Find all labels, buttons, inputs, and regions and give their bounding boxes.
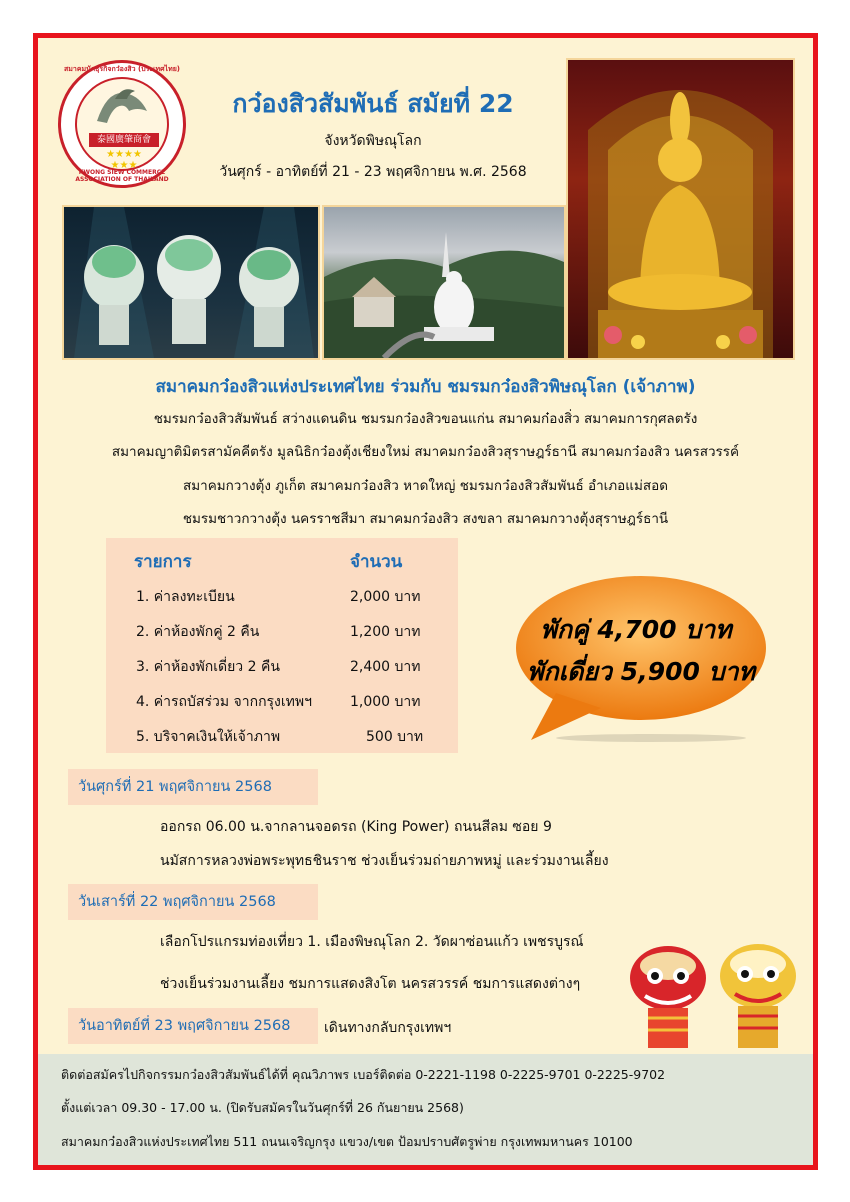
itinerary-line: นมัสการหลวงพ่อพระพุทธชินราช ช่วงเย็นร่วมถ่ายภาพหมู่ และร่วมงานเลี้ยง xyxy=(160,853,609,869)
organizer-line: ชมรมกว๋องสิวสัมพันธ์ สว่างแดนดิน ชมรมกว๋องสิวขอนแก่น สมาคมก๋องสิ่ว สมาคมการกุศลตรัง xyxy=(153,411,698,427)
association-logo xyxy=(58,60,186,188)
temple-image-icon xyxy=(324,207,564,358)
logo-ring-text-thai: สมาคมนักธุรกิจกว๋องสิว (ประเทศไทย) xyxy=(64,65,180,73)
price-double-room: พักคู่ 4,700 บาท xyxy=(540,615,732,644)
logo-ring-text-english: KWONG SIEW COMMERCE ASSOCIATION OF THAILAND xyxy=(75,169,169,183)
fee-row-item: 2. ค่าห้องพักคู่ 2 คืน xyxy=(136,624,260,640)
fee-row-amount: 1,000 บาท xyxy=(350,694,421,710)
footer-hours-line: ตั้งแต่เวลา 09.30 - 17.00 น. (ปิดรับสมัครในวันศุกร์ที่ 26 กันยายน 2568) xyxy=(61,1100,464,1115)
poster-frame xyxy=(33,33,818,1170)
itinerary-line: ออกรถ 06.00 น.จากลานจอดรถ (King Power) ถนนสีลม ซอย 9 xyxy=(160,819,552,835)
event-title: กว๋องสิวสัมพันธ์ สมัยที่ 22 xyxy=(232,89,514,118)
fee-row-amount: 2,000 บาท xyxy=(350,589,421,605)
buddha-photo xyxy=(566,58,795,360)
day-label-friday: วันศุกร์ที่ 21 พฤศจิกายน 2568 xyxy=(68,769,318,805)
logo-chinese-name: 泰國廣肇商會 xyxy=(89,133,159,147)
lion-heads-decoration-icon xyxy=(623,938,803,1053)
fee-row-amount: 500 บาท xyxy=(366,729,424,745)
itinerary-line: ช่วงเย็นร่วมงานเลี้ยง ชมการแสดงสิงโต นครสวรรค์ ชมการแสดงต่างๆ xyxy=(160,976,581,992)
price-single-room: พักเดี่ยว 5,900 บาท xyxy=(527,657,755,686)
organizer-line: สมาคมกวางตุ้ง ภูเก็ต สมาคมกว๋องสิว หาดใหญ่ ชมรมกว๋องสิวสัมพันธ์ อำเภอแม่สอด xyxy=(182,478,669,494)
footer-address-line: สมาคมกว๋องสิวแห่งประเทศไทย 511 ถนนเจริญกรุง แขวง/เขต ป้อมปราบศัตรูพ่าย กรุงเทพมหานคร 10100 xyxy=(61,1134,633,1149)
logo-inner-circle xyxy=(75,77,169,171)
price-speech-bubble xyxy=(501,568,771,743)
fee-row-amount: 1,200 บาท xyxy=(350,624,421,640)
day-label-saturday: วันเสาร์ที่ 22 พฤศจิกายน 2568 xyxy=(68,884,318,920)
fee-row-item: 1. ค่าลงทะเบียน xyxy=(136,589,235,605)
event-province: จังหวัดพิษณุโลก xyxy=(324,133,422,149)
itinerary-line: เลือกโปรแกรมท่องเที่ยว 1. เมืองพิษณุโลก 2. วัดผาซ่อนแก้ว เพชรบูรณ์ xyxy=(160,934,584,950)
fee-row-item: 4. ค่ารถบัสร่วม จากกรุงเทพฯ xyxy=(136,694,312,710)
fee-row-amount: 2,400 บาท xyxy=(350,659,421,675)
organizer-line: สมาคมญาติมิตรสามัคคีตรัง มูลนิธิกว๋องตุ้งเชียงใหม่ สมาคมกว๋องสิวสุราษฎร์ธานี สมาคมกว๋องสิว นครสวรรค์ xyxy=(111,444,740,460)
fee-row-item: 3. ค่าห้องพักเดี่ยว 2 คืน xyxy=(136,659,280,675)
footer-contact-line: ติดต่อสมัครไปกิจกรรมกว๋องสิวสัมพันธ์ได้ที่ คุณวิภาพร เบอร์ติดต่อ 0-2221-1198 0-2225-9701 0-2225-9702 xyxy=(61,1067,666,1082)
fee-row-item: 5. บริจาคเงินให้เจ้าภาพ xyxy=(136,729,281,745)
organizer-line: ชมรมชาวกวางตุ้ง นครราชสีมา สมาคมกว๋องสิว สงขลา สมาคมกวางตุ้งสุราษฎร์ธานี xyxy=(182,511,669,527)
organizer-main-line: สมาคมกว๋องสิวแห่งประเทศไทย ร่วมกับ ชมรมกว๋องสิวพิษณุโลก (เจ้าภาพ) xyxy=(155,377,696,397)
fee-column-header-amount: จำนวน xyxy=(350,552,403,572)
lion-dance-photo xyxy=(62,205,320,360)
lion-dance-image-icon xyxy=(64,207,318,358)
buddha-image-icon xyxy=(568,60,793,358)
phasornkaew-temple-photo xyxy=(322,205,566,360)
itinerary-line: เดินทางกลับกรุงเทพฯ xyxy=(324,1020,452,1036)
logo-stars-icon: ★★★★ ★★★ xyxy=(106,149,142,171)
day-label-sunday: วันอาทิตย์ที่ 23 พฤศจิกายน 2568 xyxy=(68,1008,318,1044)
dragon-emblem-icon xyxy=(77,81,171,135)
event-dates: วันศุกร์ - อาทิตย์ที่ 21 - 23 พฤศจิกายน พ.ศ. 2568 xyxy=(219,164,527,180)
fee-column-header-item: รายการ xyxy=(134,552,192,572)
fee-table xyxy=(106,538,458,753)
contact-footer xyxy=(38,1054,813,1170)
